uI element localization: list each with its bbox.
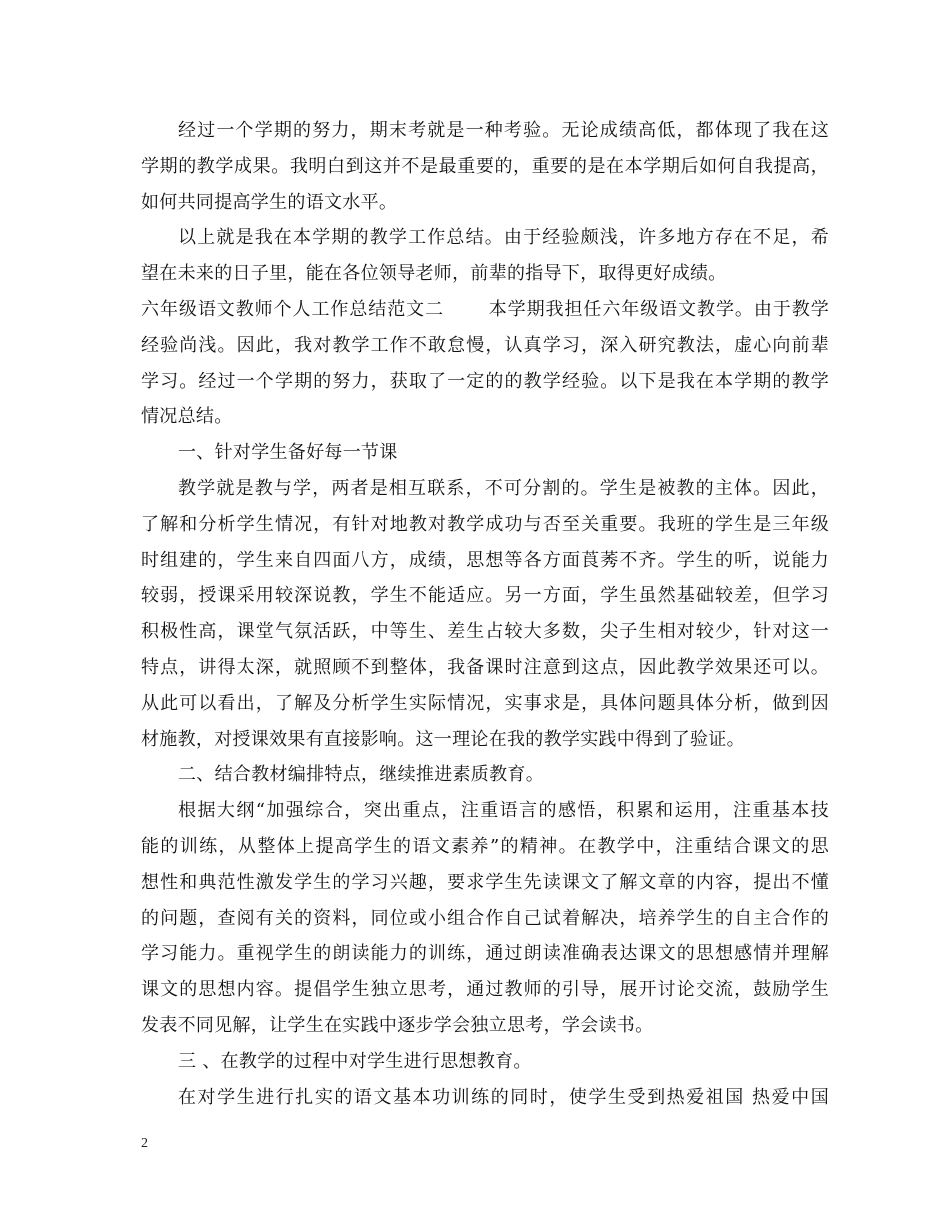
text-line: 的问题，查阅有关的资料，同位或小组合作自己试着解决，培养学生的自主合作的 — [141, 907, 829, 929]
text-line: 课文的思想内容。提倡学生独立思考，通过教师的引导，展开讨论交流，鼓励学生 — [141, 979, 829, 1001]
text-line: 较弱，授课采用较深说教，学生不能适应。另一方面，学生虽然基础较差，但学习 — [141, 585, 829, 607]
section-heading: 三 、在教学的过程中对学生进行思想教育。 — [178, 1050, 532, 1072]
document-body — [141, 113, 829, 1115]
section-title: 六年级语文教师个人工作总结范文二 — [141, 298, 445, 320]
text-line: 教学就是教与学，两者是相互联系，不可分割的。学生是被教的主体。因此， — [178, 477, 829, 499]
text-line: 经过一个学期的努力，期末考就是一种考验。无论成绩高低，都体现了我在这 — [178, 120, 829, 141]
text-line: 材施教，对授课效果有直接影响。这一理论在我的教学实践中得到了验证。 — [141, 728, 745, 750]
section-heading: 一、针对学生备好每一节课 — [178, 442, 398, 464]
text-line: 根据大纲“加强综合，突出重点，注重语言的感悟，积累和运用，注重基本技 — [178, 800, 829, 822]
text-line: 以上就是我在本学期的教学工作总结。由于经验颇浅，许多地方存在不足，希 — [178, 227, 829, 249]
text-line: 如何共同提高学生的语文水平。 — [141, 191, 398, 213]
section-heading: 二、结合教材编排特点，继续推进素质教育。 — [178, 764, 544, 786]
text-line: 望在未来的日子里，能在各位领导老师，前辈的指导下，取得更好成绩。 — [141, 263, 727, 285]
text-line: 在对学生进行扎实的语文基本功训练的同时，使学生受到热爱祖国 热爱中国 — [178, 1086, 829, 1108]
text-line: 想性和典范性激发学生的学习兴趣，要求学生先读课文了解文章的内容，提出不懂 — [141, 871, 829, 893]
text-line: 积极性高，课堂气氛活跃，中等生、差生占较大多数，尖子生相对较少，针对这一 — [141, 621, 829, 643]
text-line: 学习。经过一个学期的努力，获取了一定的的教学经验。以下是我在本学期的教学 — [141, 370, 829, 392]
page-number: 2 — [141, 1136, 148, 1151]
text-line: 学习能力。重视学生的朗读能力的训练，通过朗读准确表达课文的思想感情并理解 — [141, 943, 829, 965]
text-line: 了解和分析学生情况，有针对地教对教学成功与否至关重要。我班的学生是三年级 — [141, 513, 829, 535]
text-segment: 本学期我担任六年级语文教学。由于教学 — [488, 298, 829, 320]
text-line: 经验尚浅。因此，我对教学工作不敢怠慢，认真学习，深入研究教法，虚心向前辈 — [141, 334, 829, 356]
text-line: 学期的教学成果。我明白到这并不是最重要的，重要的是在本学期后如何自我提高， — [141, 155, 829, 177]
text-line — [141, 292, 829, 328]
text-line: 时组建的，学生来自四面八方，成绩，思想等各方面莨莠不齐。学生的听，说能力 — [141, 549, 829, 571]
text-line: 情况总结。 — [141, 406, 233, 428]
text-line: 能的训练，从整体上提高学生的语文素养”的精神。在教学中，注重结合课文的思 — [141, 835, 829, 857]
text-line: 发表不同见解，让学生在实践中逐步学会独立思考，学会读书。 — [141, 1014, 654, 1036]
text-line: 从此可以看出，了解及分析学生实际情况，实事求是，具体问题具体分析，做到因 — [141, 692, 829, 714]
text-line: 特点，讲得太深，就照顾不到整体，我备课时注意到这点，因此教学效果还可以。 — [141, 656, 829, 678]
